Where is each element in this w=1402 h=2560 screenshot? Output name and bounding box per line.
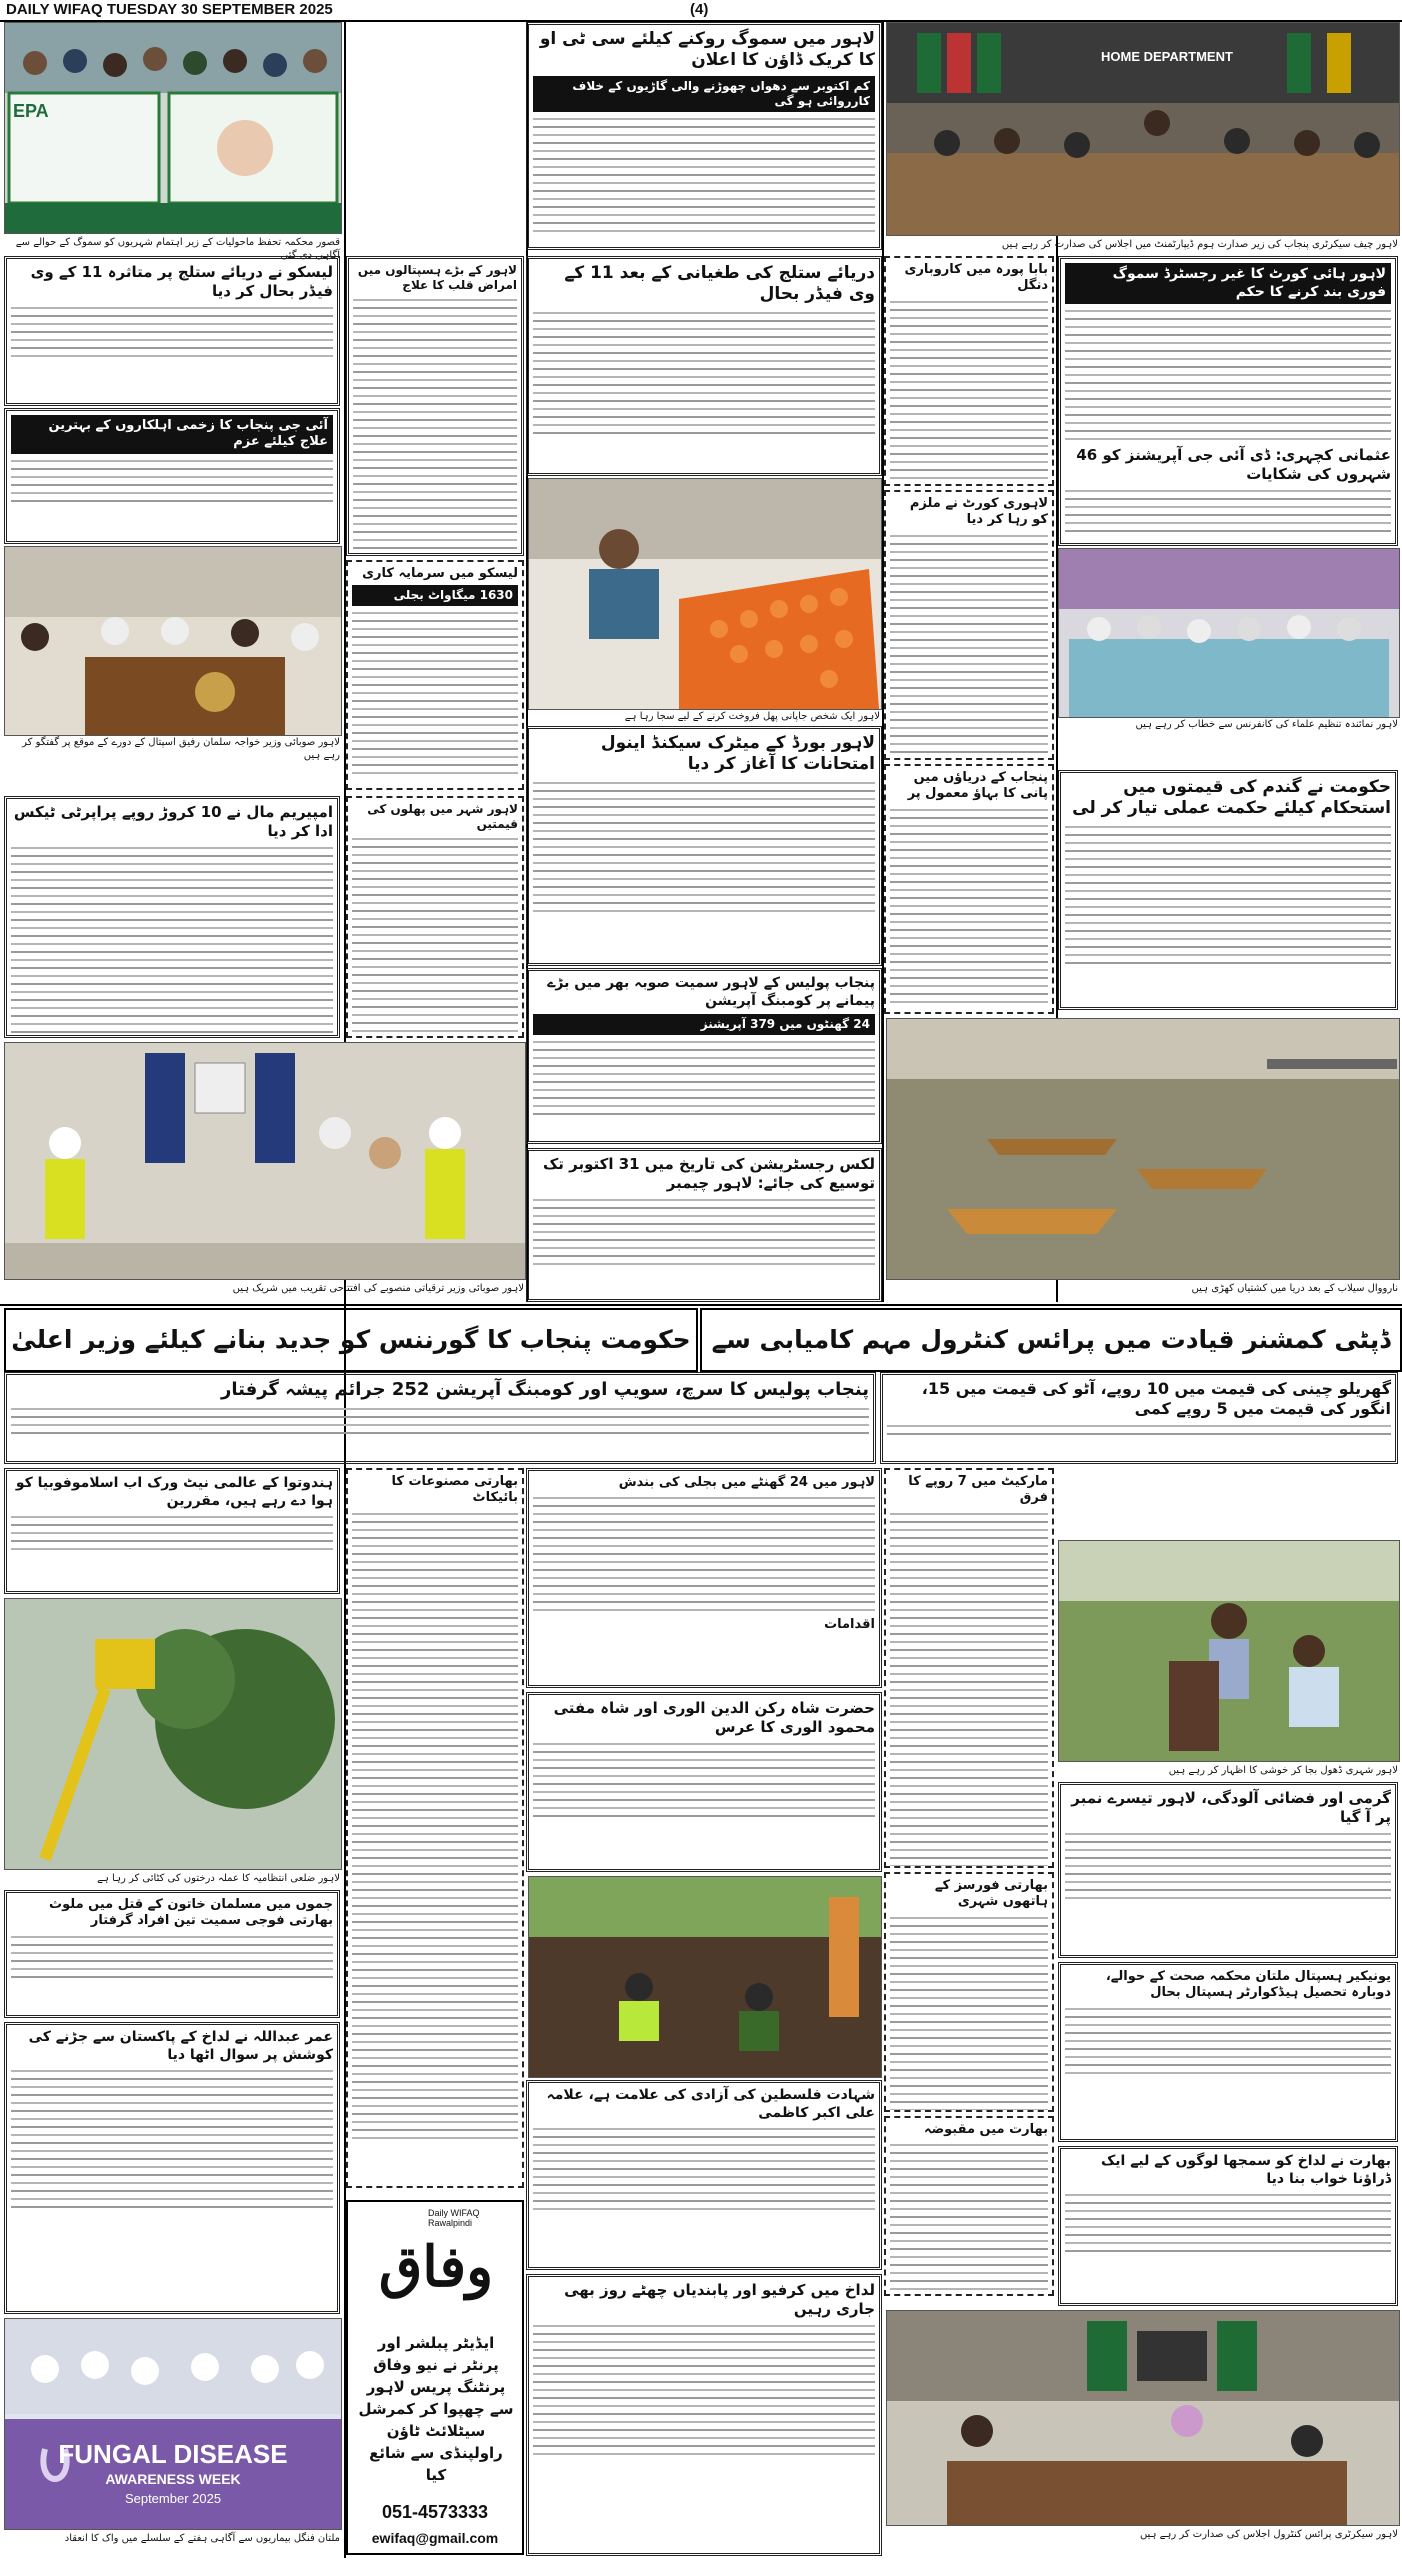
story-headline: پنجاب پولیس کا سرچ، سویپ اور کومبنگ آپریشن 252 جرائم پیشہ گرفتار <box>220 1379 869 1400</box>
story-occupied <box>884 2116 1054 2296</box>
story-fruit-prices <box>346 796 524 1038</box>
photo-caption: لاہور نمائندہ تنظیم علماء کی کانفرنس سے خطاب کر رہے ہیں <box>1135 719 1398 730</box>
story-body-text <box>352 838 518 1038</box>
story-body-text <box>11 2070 333 2208</box>
story-sutlej-feeder <box>526 256 882 476</box>
story-body-text <box>890 2144 1048 2290</box>
story-high-court <box>1058 256 1398 546</box>
section-rule <box>0 1304 1402 1306</box>
story-body-text <box>890 809 1048 1003</box>
story-body-text <box>11 460 333 502</box>
story-cotton-market <box>884 1468 1054 1868</box>
story-body-text <box>11 1408 869 1434</box>
story-headline: لاہور میں سموگ روکنے کیلئے سی ٹی او کا کریک ڈاؤن کا اعلان <box>539 29 875 71</box>
story-lesco-investment <box>346 560 524 790</box>
logo-name: وفاق <box>378 2234 494 2300</box>
story-body-text <box>11 1936 333 1978</box>
story-body-text <box>890 1917 1048 2113</box>
price-meeting-photo-illustration <box>887 2311 1399 2525</box>
photo-caption: لاہور صوبائی وزیر خواجہ سلمان رفیق اسپتال کے دورے کے موقع پر گفتگو کر رہے ہیں <box>22 737 340 761</box>
tree-cutting-photo <box>4 1598 342 1870</box>
home-department-meeting-photo <box>886 22 1400 236</box>
story-body-text <box>890 301 1048 487</box>
story-body-text <box>1065 2008 1391 2074</box>
story-court-release <box>884 490 1054 760</box>
story-headline: لاہور ہائی کورٹ کا غیر رجسٹرڈ سموگ فوری بند کرنے کا حکم <box>1065 263 1391 304</box>
wifaq-logo <box>366 2222 506 2312</box>
story-headline: عمر عبداللہ نے لداخ کے پاکستان سے جڑنے کی کوشش پر سوال اٹھا دیا <box>28 2029 333 2063</box>
photo-caption: لاہور چیف سیکرٹری پنجاب کی زیر صدارت ہوم ڈیپارٹمنٹ میں اجلاس کی صدارت کر رہے ہیں <box>1001 239 1398 250</box>
story-body-text <box>533 782 875 912</box>
story-subheadline: 1630 میگاواٹ بجلی <box>352 585 518 606</box>
story-headline: امپیریم مال نے 10 کروڑ روپے پراپرٹی ٹیکس ادا کر دیا <box>13 803 333 840</box>
story-hospitals <box>346 256 524 556</box>
drum-celebration-photo <box>1058 1540 1400 1762</box>
story-body-text <box>533 118 875 232</box>
story-registration-deadline <box>526 1148 882 1302</box>
photo-caption: ملتان فنگل بیماریوں سے آگاہی ہفتے کے سلسلے میں واک کا انعقاد <box>64 2533 340 2544</box>
price-control-meeting-photo <box>886 2310 1400 2526</box>
story-smog-crackdown <box>526 22 882 250</box>
story-headline: ہندوتوا کے عالمی نیٹ ورک اب اسلاموفوبیا کو ہوا دے رہے ہیں، مقررین <box>15 1475 333 1509</box>
imprint-email: ewifaq@gmail.com <box>371 2530 499 2546</box>
story-headline: پنجاب پولیس کے لاہور سمیت صوبہ بھر میں بڑے پیمانے پر کومبنگ آپریشن <box>547 975 875 1009</box>
story-ig-punjab <box>4 408 340 544</box>
photo-caption: قصور محکمہ تحفظ ماحولیات کے زیر اہتمام شہریوں کو سموگ کے حوالے سے آگاہی دی گئی <box>15 237 340 261</box>
story-babapura <box>884 256 1054 486</box>
story-jammu-arrest <box>4 1890 340 2018</box>
story-headline: مارکیٹ میں 7 روپے کا فرق <box>908 1474 1048 1506</box>
story-headline: لیسکو میں سرمایہ کاری <box>362 566 518 581</box>
epa-label: EPA <box>13 101 49 121</box>
story-subheadline: 24 گھنٹوں میں 379 آپریشنز <box>533 1014 875 1035</box>
photo-caption: لاہور ضلعی انتظامیہ کا عملہ درختوں کی کٹائی کر رہا ہے <box>97 1873 340 1884</box>
conference-photo-illustration <box>1059 549 1399 717</box>
gardening-photo <box>528 1876 882 2078</box>
story-headline: لاہور کے بڑے ہسپتالوں میں امراض قلب کا علاج <box>357 263 517 292</box>
inauguration-photo <box>4 1042 526 1280</box>
story-body-text <box>352 1513 518 2139</box>
story-body-text <box>533 1199 875 1265</box>
story-headline: بھارت نے لداخ کو سمجھا لوگوں کے لیے ایک ڈراؤنا خواب بنا دیا <box>1100 2153 1391 2187</box>
photo-caption: لاہور ایک شخص جاپانی پھل فروخت کرنے کے لیے سجا رہا ہے <box>624 711 880 722</box>
story-wheat-prices <box>1058 770 1398 1010</box>
hospital-photo-illustration <box>5 547 341 735</box>
story-headline: گرمی اور فضائی آلودگی، لاہور تیسرے نمبر پر آ گیا <box>1071 1789 1391 1826</box>
fruit-vendor-photo <box>528 478 882 710</box>
story-body-text <box>11 307 333 357</box>
story-headline: لاہور شہر میں پھلوں کی قیمتیں <box>367 802 518 831</box>
story-headline: بابا پورہ میں کاروباری دنگل <box>904 262 1048 294</box>
story-headline: عثمانی کچہری: ڈی آئی جی آپریشنز کو 46 شہروں کی شکایات <box>1076 446 1391 483</box>
story-headline: اقدامات <box>824 1617 875 1633</box>
story-body-text <box>887 1425 1391 1435</box>
story-umar-abdullah <box>4 2022 340 2314</box>
story-electricity <box>526 1468 882 1688</box>
fungal-title: FUNGAL DISEASE <box>58 2439 288 2469</box>
masthead <box>0 0 1402 22</box>
home-department-sign: HOME DEPARTMENT <box>1101 49 1233 64</box>
newspaper-imprint <box>346 2200 524 2555</box>
tree-photo-illustration <box>5 1599 341 1869</box>
story-ladakh-nightmare <box>1058 2146 1398 2306</box>
river-boats-photo <box>886 1018 1400 1280</box>
story-body-text <box>533 2128 875 2210</box>
photo-caption: لاہور شہری ڈھول بجا کر خوشی کا اظہار کر رہے ہیں <box>1168 1765 1398 1776</box>
story-body-text <box>353 299 517 556</box>
story-headline: حکومت نے گندم کی قیمتوں میں استحکام کیلئے حکمت عملی تیار کر لی <box>1072 777 1391 819</box>
story-headline: لداخ میں کرفیو اور پابندیاں چھٹے روز بھی جاری رہیں <box>564 2281 875 2318</box>
story-matric-exams <box>526 726 882 966</box>
story-body-text <box>1065 490 1391 532</box>
story-body-text <box>533 1743 875 1817</box>
story-headline: حضرت شاہ رکن الدین الوری اور شاہ مفتی محمود الوری کا عرس <box>553 1699 875 1736</box>
story-headline: پنجاب کے دریاؤں میں پانی کا بہاؤ معمول پر <box>907 770 1048 802</box>
story-body-text <box>890 1513 1048 1869</box>
story-headline: یونیکیر ہسپتال ملتان محکمہ صحت کے حوالے، دوبارہ تحصیل ہیڈکوارٹر ہسپتال بحال <box>1105 1969 1391 2001</box>
story-kashmir-boycott <box>346 1468 524 2188</box>
ulema-conference-photo <box>1058 548 1400 718</box>
gardening-photo-illustration <box>529 1877 881 2077</box>
fruit-photo-illustration <box>529 479 881 709</box>
story-headline: جموں میں مسلمان خاتون کے قتل میں ملوث بھارتی فوجی سمیت تین افراد گرفتار <box>49 1897 333 1929</box>
story-body-text <box>890 535 1048 753</box>
story-headline: بھارت میں مقبوضہ <box>923 2122 1048 2137</box>
story-civilians <box>884 1872 1054 2112</box>
banner-governance: حکومت پنجاب کا گورننس کو جدید بنانے کیلئے وزیر اعلیٰ <box>4 1308 698 1372</box>
story-body-text <box>1065 826 1391 964</box>
drum-photo-illustration <box>1059 1541 1399 1761</box>
inauguration-photo-illustration <box>5 1043 525 1279</box>
story-body-text <box>1065 2194 1391 2252</box>
fungal-subtitle: AWARENESS WEEK <box>105 2471 241 2487</box>
story-headline: بھارتی فورسز کے ہاتھوں شہری <box>934 1878 1048 1910</box>
epa-awareness-photo <box>4 22 342 234</box>
story-body-text <box>533 1041 875 1115</box>
story-body-text <box>533 2325 875 2455</box>
photo-caption: لاہور سیکرٹری پرائس کنٹرول اجلاس کی صدارت کر رہے ہیں <box>1139 2529 1398 2540</box>
story-headline: بھارتی مصنوعات کا بائیکاٹ <box>391 1474 518 1506</box>
hospital-visit-photo <box>4 546 342 736</box>
epa-photo-illustration <box>5 23 341 233</box>
boats-photo-illustration <box>887 1019 1399 1279</box>
imprint-edition-label: Daily WIFAQ Rawalpindi <box>428 2208 480 2228</box>
banner-price-control: ڈپٹی کمشنر قیادت میں پرائس کنٹرول مہم کامیابی سے <box>700 1308 1402 1372</box>
story-palestine <box>526 2080 882 2270</box>
story-body-text <box>1065 1833 1391 1899</box>
story-headline: لاہور بورڈ کے میٹرک سیکنڈ اینول امتحانات کا آغاز کر دیا <box>600 733 875 775</box>
imprint-phone: 051-4573333 <box>381 2502 489 2522</box>
story-headline: دریائے ستلج کی طغیانی کے بعد 11 کے وی فیڈر بحال <box>564 263 875 305</box>
fungal-date: September 2025 <box>124 2491 222 2506</box>
story-headline: شہادت فلسطین کی آزادی کی علامت ہے، علامہ علی اکبر کاظمی <box>546 2087 875 2121</box>
story-body-text <box>533 1497 875 1611</box>
story-property-tax <box>4 796 340 1038</box>
story-hindutva <box>4 1468 340 1594</box>
story-body-text <box>352 612 518 774</box>
story-body-text <box>11 847 333 1039</box>
story-river-flow <box>884 764 1054 1014</box>
page-number: (4) <box>690 1 709 18</box>
story-shrine-urs <box>526 1692 882 1872</box>
fungal-awareness-photo <box>4 2318 342 2530</box>
story-body-text <box>1065 310 1391 440</box>
story-price-drop <box>880 1372 1398 1464</box>
story-body-text <box>533 312 875 434</box>
story-headline: گھریلو چینی کی قیمت میں 10 روپے، آٹو کی قیمت میں 15، انگور کی قیمت میں 5 روپے کمی <box>921 1379 1391 1418</box>
story-heat-pollution <box>1058 1782 1398 1958</box>
story-police-combing <box>526 968 882 1144</box>
story-headline: آئی جی پنجاب کا زخمی اہلکاروں کے بہترین علاج کیلئے عزم <box>11 415 333 454</box>
photo-caption: لاہور صوبائی وزیر ترقیاتی منصوبے کی افتتاحی تقریب میں شریک ہیں <box>232 1283 524 1294</box>
story-unicare-hospital <box>1058 1962 1398 2142</box>
imprint-text: ایڈیٹر پبلشر اور پرنٹر نے نیو وفاق پرنٹنگ پریس لاہور سے چھپوا کر کمرشل سیٹلائٹ ٹاؤن راولپنڈی سے شائع کیا <box>358 2334 514 2484</box>
story-headline: لاہور میں 24 گھنٹے میں بجلی کی بندش <box>618 1475 875 1490</box>
story-body-text <box>11 1516 333 1550</box>
story-lesco-feeder <box>4 256 340 406</box>
story-subheadline: کم اکتوبر سے دھواں چھوڑنے والی گاڑیوں کے خلاف کارروائی ہو گی <box>533 76 875 112</box>
masthead-date: DAILY WIFAQ TUESDAY 30 SEPTEMBER 2025 <box>6 1 333 18</box>
story-headline: لکس رجسٹریشن کی تاریخ میں 31 اکتوبر تک توسیع کی جائے: لاہور چیمبر <box>542 1155 875 1192</box>
story-headline: لاہوری کورٹ نے ملزم کو رہا کر دیا <box>909 496 1048 528</box>
photo-caption: نارووال سیلاب کے بعد دریا میں کشتیاں کھڑی ہیں <box>1191 1283 1398 1294</box>
story-police-search <box>4 1372 876 1464</box>
story-headline: لیسکو نے دریائے ستلج پر متاثرہ 11 کے وی فیڈر بحال کر دیا <box>30 263 333 300</box>
story-ladakh-curfew <box>526 2274 882 2556</box>
